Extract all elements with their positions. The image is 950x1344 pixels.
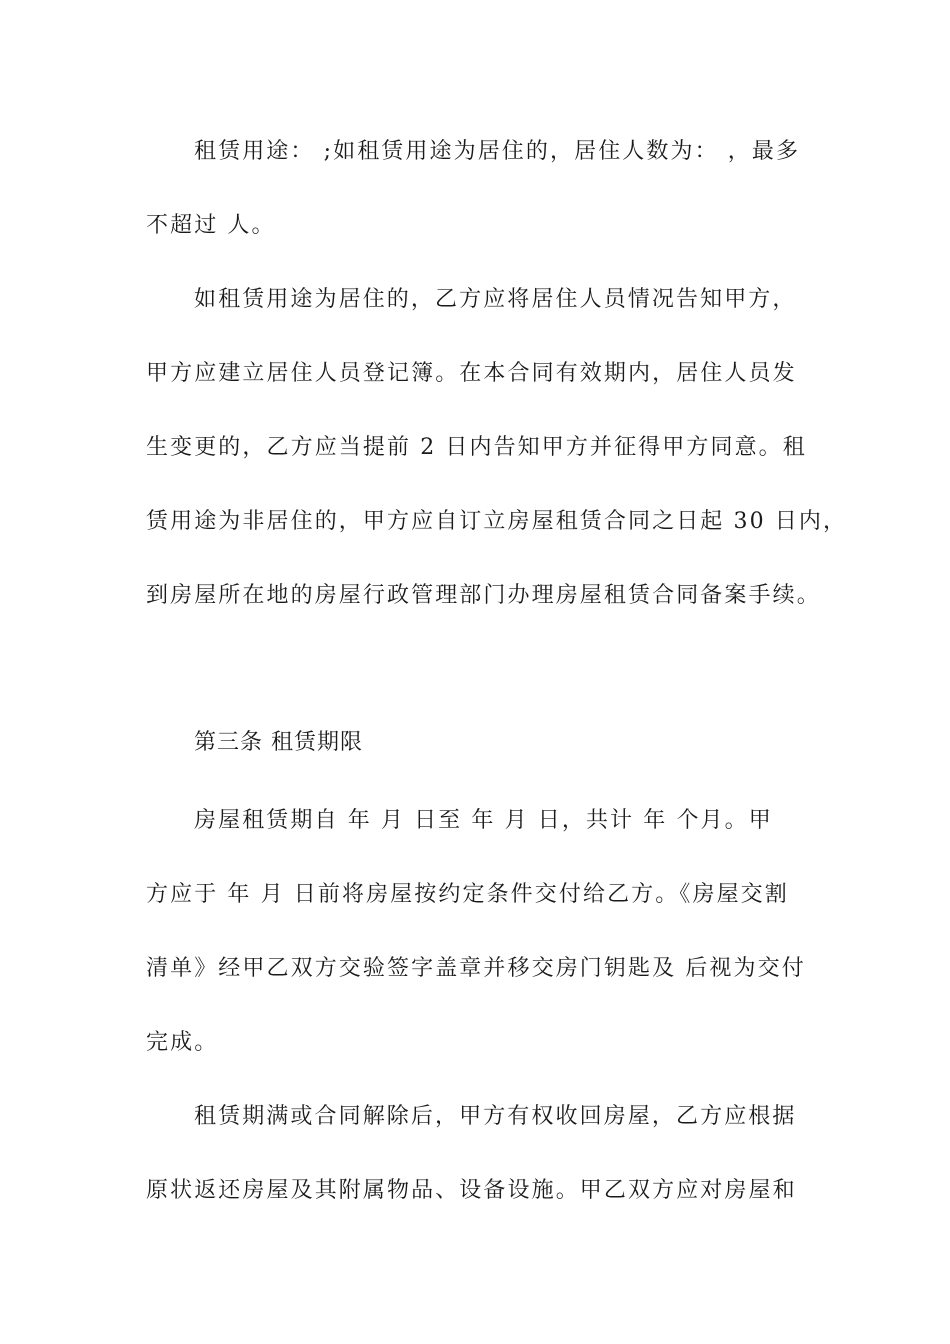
paragraph-line: 租赁期满或合同解除后，甲方有权收回房屋，乙方应根据 bbox=[194, 1104, 797, 1129]
paragraph-line: 生变更的，乙方应当提前 2 日内告知甲方并征得甲方同意。租 bbox=[146, 435, 807, 460]
paragraph-line: 到房屋所在地的房屋行政管理部门办理房屋租赁合同备案手续。 bbox=[146, 583, 821, 608]
paragraph-line: 原状返还房屋及其附属物品、设备设施。甲乙双方应对房屋和 bbox=[146, 1178, 797, 1203]
paragraph-line: 甲方应建立居住人员登记簿。在本合同有效期内，居住人员发 bbox=[146, 361, 797, 386]
paragraph-line: 完成。 bbox=[146, 1030, 219, 1055]
paragraph-line: 清单》经甲乙双方交验签字盖章并移交房门钥匙及 后视为交付 bbox=[146, 956, 806, 981]
paragraph-line: 租赁用途： ;如租赁用途为居住的，居住人数为： ，最多 bbox=[194, 139, 801, 164]
paragraph-line: 方应于 年 月 日前将房屋按约定条件交付给乙方。《房屋交割 bbox=[146, 882, 789, 907]
paragraph-line: 不超过 人。 bbox=[146, 213, 276, 238]
paragraph-line: 如租赁用途为居住的，乙方应将居住人员情况告知甲方， bbox=[194, 287, 797, 312]
paragraph-line: 房屋租赁期自 年 月 日至 年 月 日，共计 年 个月。甲 bbox=[194, 808, 773, 833]
paragraph-line: 赁用途为非居住的，甲方应自订立房屋租赁合同之日起 30 日内， bbox=[146, 509, 848, 534]
section-heading: 第三条 租赁期限 bbox=[194, 730, 363, 755]
